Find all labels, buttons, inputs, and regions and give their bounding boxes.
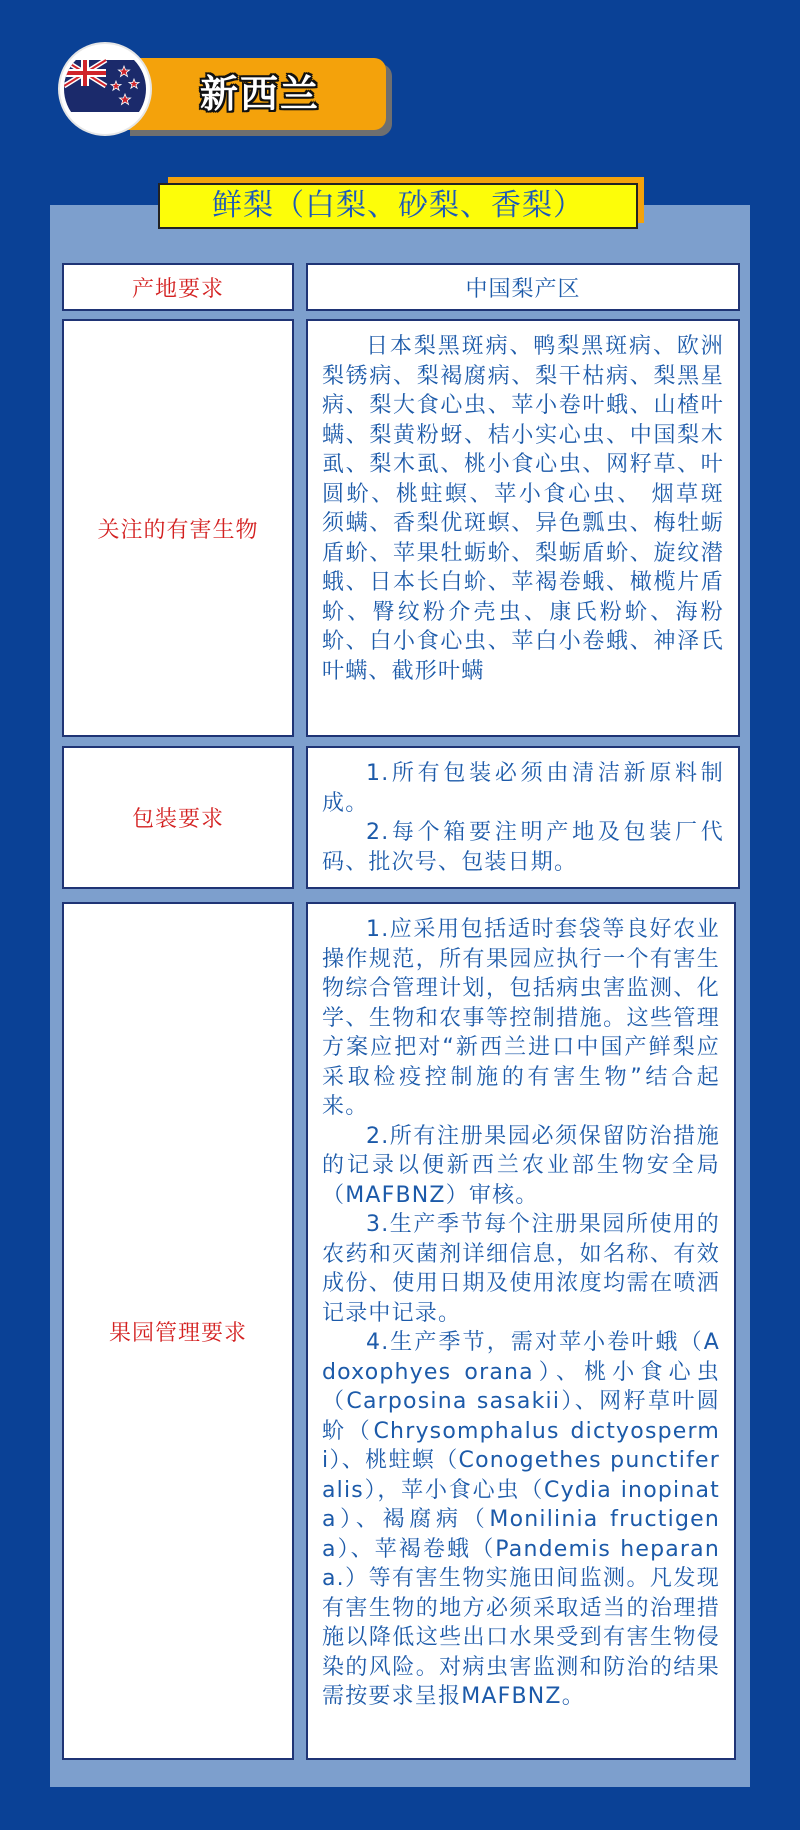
orchard-item-3: 3.生产季节每个注册果园所使用的农药和灭菌剂详细信息，如名称、有效成份、使用日期及使用浓度均需在喷洒记录中记录。 [322,1212,720,1326]
new-zealand-flag-icon [60,44,150,134]
orchard-item-1: 1.应采用包括适时套袋等良好农业操作规范，所有果园应执行一个有害生物综合管理计划，包括病虫害监测、化学、生物和农事等控制措施。这些管理方案应把对“新西兰进口中国产鲜梨应采取检疫控制施的有害生物”结合起来。 [322,917,720,1119]
origin-value: 中国梨产区 [306,263,740,311]
origin-label: 产地要求 [62,263,294,311]
orchard-label: 果园管理要求 [62,902,294,1760]
packaging-content [306,746,740,889]
product-title: 鲜梨（白梨、砂梨、香梨） [158,183,638,229]
orchard-item-2: 2.所有注册果园必须保留防治措施的记录以便新西兰农业部生物安全局（MAFBNZ）审核。 [322,1123,720,1208]
orchard-content [306,902,736,1760]
country-name: 新西兰 [200,72,321,116]
pests-text: 日本梨黑斑病、鸭梨黑斑病、欧洲梨锈病、梨褐腐病、梨干枯病、梨黑星病、梨大食心虫、苹小卷叶蛾、山楂叶螨、梨黄粉蚜、桔小实心虫、中国梨木虱、梨木虱、桃小食心虫、网籽草、叶圆蚧、桃蛀螟、苹小食心虫、 烟草斑须螨、香梨优斑螟、异色瓢虫、梅牡蛎盾蚧、苹果牡蛎蚧、梨蛎盾蚧、旋纹潜蛾、日本长白蚧、苹褐卷蛾、橄榄片盾蚧、臀纹粉介壳虫、康氏粉蚧、海粉蚧、白小食心虫、苹白小卷蛾、神泽氏叶螨、截形叶螨 [322,334,724,684]
pests-content [306,319,740,737]
packaging-label: 包装要求 [62,746,294,889]
packaging-item-2: 2.每个箱要注明产地及包装厂代码、批次号、包装日期。 [322,820,724,875]
orchard-item-4: 4.生产季节，需对苹小卷叶蛾（Adoxophyes orana）、桃小食心虫（Carposina sasakii）、网籽草叶圆蚧（Chrysomphalus dictyospermi）、桃蛀螟（Conogethes punctiferalis），苹小食心虫（Cydia inopinata）、褐腐病（Monilinia fructigena）、苹褐卷蛾（Pandemis heparana.）等有害生物实施田间监测。凡发现有害生物的地方必须采取适当的治理措施以降低这些出口水果受到有害生物侵染的风险。对病虫害监测和防治的结果需按要求呈报MAFBNZ。 [322,1330,720,1709]
pests-label: 关注的有害生物 [62,319,294,737]
packaging-item-1: 1.所有包装必须由清洁新原料制成。 [322,761,724,816]
